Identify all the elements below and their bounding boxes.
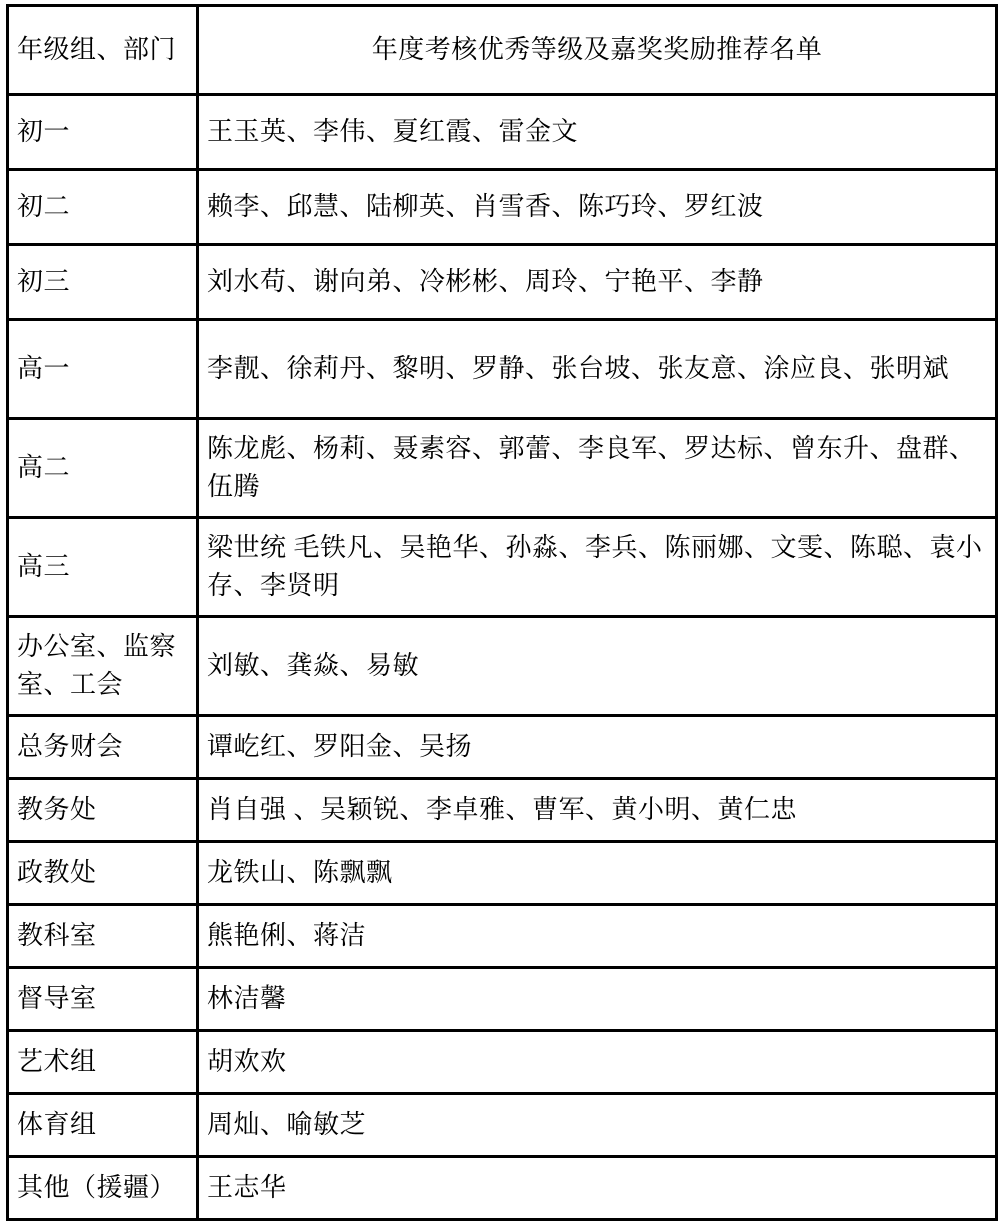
column-header-list: 年度考核优秀等级及嘉奖奖励推荐名单 bbox=[198, 6, 997, 95]
row-names: 赖李、邱慧、陆柳英、肖雪香、陈巧玲、罗红波 bbox=[198, 170, 997, 245]
table-row bbox=[8, 170, 997, 245]
table-row bbox=[8, 1031, 997, 1094]
table-row bbox=[8, 779, 997, 842]
row-names: 陈龙彪、杨莉、聂素容、郭蕾、李良军、罗达标、曾东升、盘群、伍腾 bbox=[198, 419, 997, 518]
row-names: 林洁馨 bbox=[198, 968, 997, 1031]
row-group-label: 教务处 bbox=[8, 779, 198, 842]
table-row bbox=[8, 617, 997, 716]
row-names: 周灿、喻敏芝 bbox=[198, 1094, 997, 1157]
row-group-label: 初一 bbox=[8, 95, 198, 170]
row-names: 熊艳俐、蒋洁 bbox=[198, 905, 997, 968]
table-row bbox=[8, 1157, 997, 1220]
row-names: 龙铁山、陈飘飘 bbox=[198, 842, 997, 905]
table-header-row bbox=[8, 6, 997, 95]
table-row bbox=[8, 419, 997, 518]
row-group-label: 体育组 bbox=[8, 1094, 198, 1157]
row-group-label: 高一 bbox=[8, 320, 198, 419]
column-header-group: 年级组、部门 bbox=[8, 6, 198, 95]
table-row bbox=[8, 245, 997, 320]
recommendation-roster-table bbox=[6, 4, 998, 1221]
row-group-label: 督导室 bbox=[8, 968, 198, 1031]
row-names: 刘敏、龚焱、易敏 bbox=[198, 617, 997, 716]
row-group-label: 艺术组 bbox=[8, 1031, 198, 1094]
row-names: 王玉英、李伟、夏红霞、雷金文 bbox=[198, 95, 997, 170]
table-row bbox=[8, 1094, 997, 1157]
table-row bbox=[8, 716, 997, 779]
row-names: 梁世统 毛铁凡、吴艳华、孙淼、李兵、陈丽娜、文雯、陈聪、袁小存、李贤明 bbox=[198, 518, 997, 617]
row-group-label: 政教处 bbox=[8, 842, 198, 905]
table-row bbox=[8, 95, 997, 170]
row-names: 王志华 bbox=[198, 1157, 997, 1220]
row-names: 谭屹红、罗阳金、吴扬 bbox=[198, 716, 997, 779]
row-group-label: 办公室、监察室、工会 bbox=[8, 617, 198, 716]
table-row bbox=[8, 518, 997, 617]
row-group-label: 初三 bbox=[8, 245, 198, 320]
row-names: 肖自强 、吴颖锐、李卓雅、曹军、黄小明、黄仁忠 bbox=[198, 779, 997, 842]
row-group-label: 总务财会 bbox=[8, 716, 198, 779]
table-row bbox=[8, 842, 997, 905]
row-names: 李靓、徐莉丹、黎明、罗静、张台坡、张友意、涂应良、张明斌 bbox=[198, 320, 997, 419]
row-group-label: 高二 bbox=[8, 419, 198, 518]
row-group-label: 教科室 bbox=[8, 905, 198, 968]
row-names: 胡欢欢 bbox=[198, 1031, 997, 1094]
table-row bbox=[8, 905, 997, 968]
table-row bbox=[8, 320, 997, 419]
table-row bbox=[8, 968, 997, 1031]
row-group-label: 初二 bbox=[8, 170, 198, 245]
row-group-label: 高三 bbox=[8, 518, 198, 617]
row-group-label: 其他（援疆） bbox=[8, 1157, 198, 1220]
row-names: 刘水苟、谢向弟、冷彬彬、周玲、宁艳平、李静 bbox=[198, 245, 997, 320]
